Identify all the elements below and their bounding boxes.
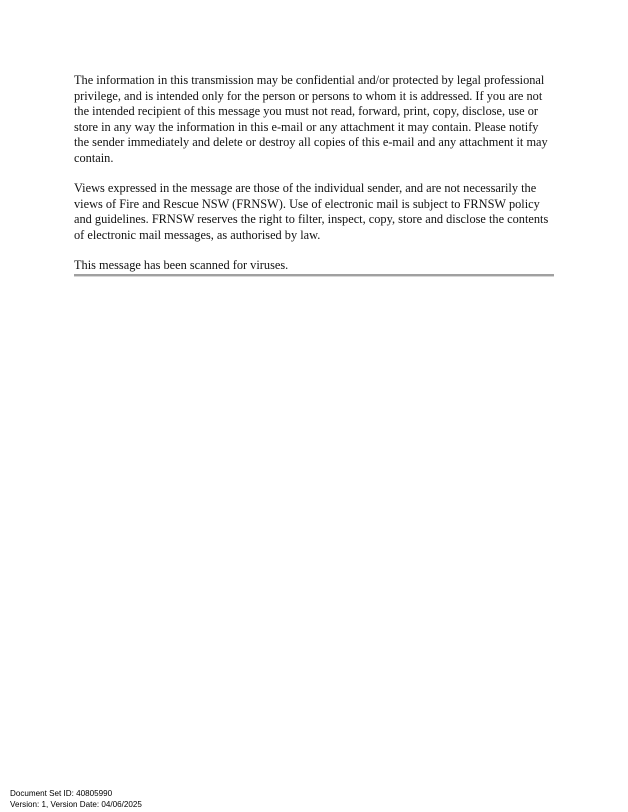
email-disclaimer bbox=[74, 73, 556, 289]
version-info: Version: 1, Version Date: 04/06/2025 bbox=[10, 800, 142, 809]
document-set-id: Document Set ID: 40805990 bbox=[10, 789, 113, 798]
document-footer bbox=[10, 788, 142, 810]
horizontal-divider bbox=[74, 274, 554, 277]
views-paragraph: Views expressed in the message are those of the individual sender, and are not necessarily the views of Fire and Rescue NSW (FRNSW). Use of electronic mail is subject to FRNSW policy and guidelines. FRNSW reserves the right to filter, inspect, copy, store and disclose the contents of electronic mail messages, as authorised by law. bbox=[74, 181, 549, 242]
virus-scan-paragraph: This message has been scanned for viruses. bbox=[74, 258, 289, 272]
confidentiality-paragraph: The information in this transmission may be confidential and/or protected by legal professional privilege, and is intended only for the person or persons to whom it is addressed. If you are not the intended recipient of this message you must not read, forward, print, copy, disclose, use or store in any way the information in this e-mail or any attachment it may contain. Please notify the sender immediately and delete or destroy all copies of this e-mail and any attachment it may contain. bbox=[74, 73, 548, 165]
